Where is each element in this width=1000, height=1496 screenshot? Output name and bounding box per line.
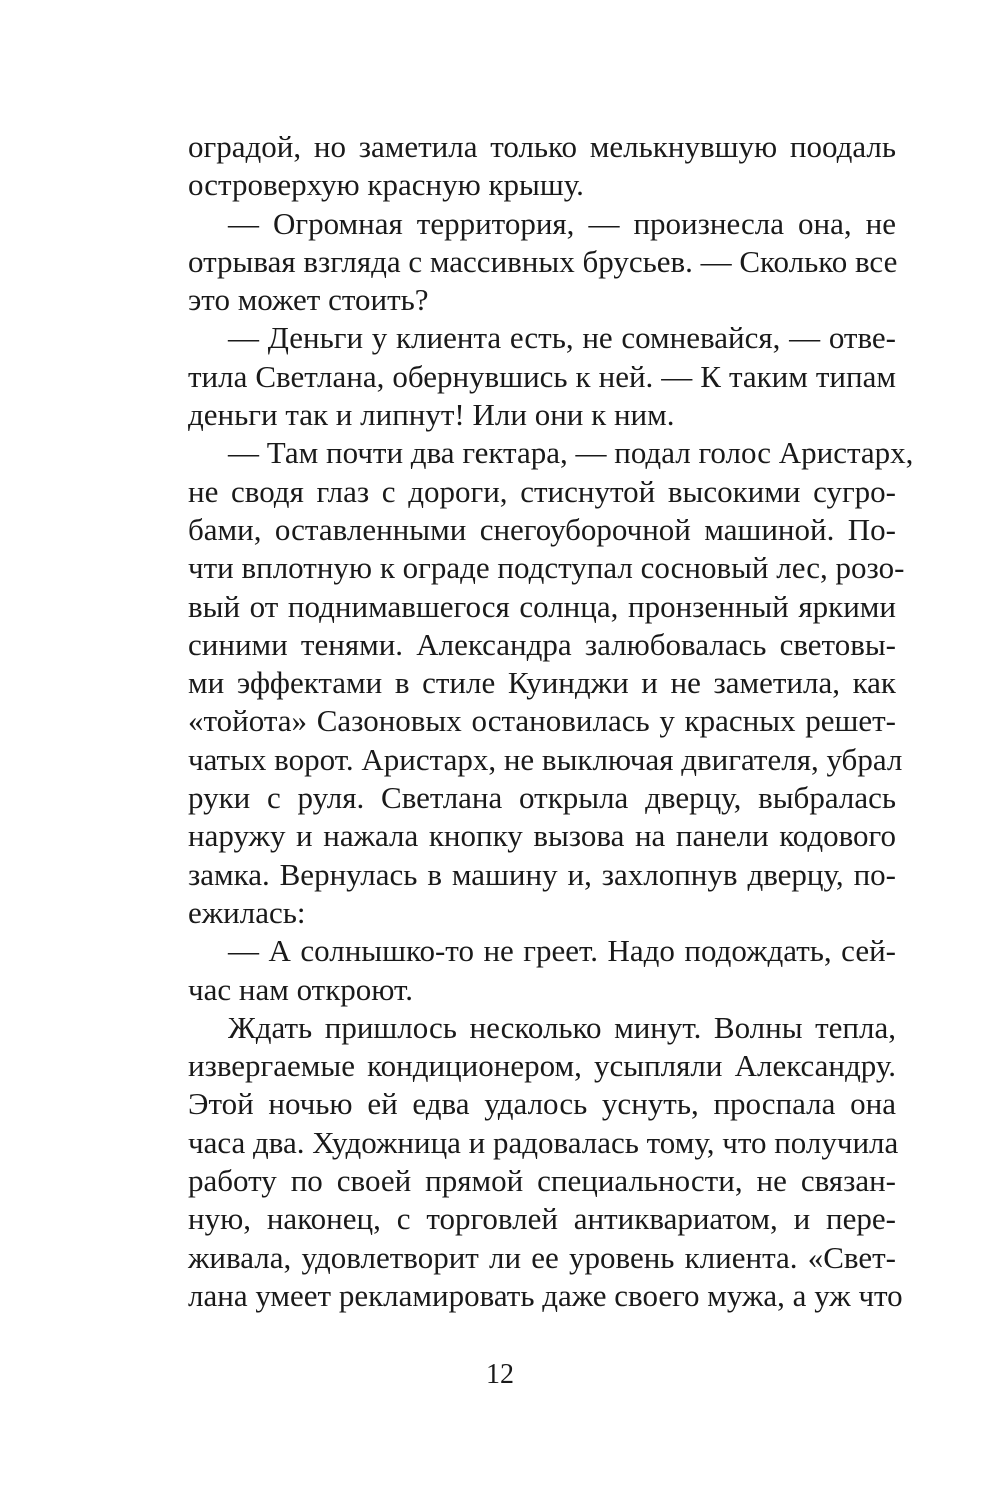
- text-line: ную, наконец, с торговлей антиквариатом, и пере-: [188, 1201, 896, 1237]
- text-line: — Деньги у клиента есть, не сомневайся, — отве-: [228, 320, 896, 356]
- text-line: чти вплотную к ограде подступал сосновый лес, розо-: [188, 550, 905, 586]
- text-line: наружу и нажала кнопку вызова на панели кодового: [188, 818, 896, 854]
- text-line: ежилась:: [188, 894, 306, 930]
- text-line: — А солнышко-то не греет. Надо подождать, сей-: [228, 933, 896, 969]
- text-line: лана умеет рекламировать даже своего мужа, а уж что: [188, 1277, 903, 1313]
- text-line: отрывая взгляда с массивных брусьев. — Сколько все: [188, 243, 898, 279]
- text-line: ми эффектами в стиле Куинджи и не заметила, как: [188, 665, 896, 701]
- text-line: бами, оставленными снегоуборочной машиной. По-: [188, 511, 896, 547]
- text-line: островерхую красную крышу.: [188, 167, 584, 203]
- text-line: замка. Вернулась в машину и, захлопнув дверцу, по-: [188, 856, 896, 892]
- text-line: — Огромная территория, — произнесла она, не: [228, 205, 896, 241]
- text-line: вый от поднимавшегося солнца, пронзенный яркими: [188, 588, 896, 624]
- text-line: часа два. Художница и радовалась тому, что получила: [188, 1124, 899, 1160]
- text-line: тила Светлана, обернувшись к ней. — К таким типам: [188, 358, 896, 394]
- text-line: оградой, но заметила только мелькнувшую поодаль: [188, 129, 896, 164]
- page-number: 12: [486, 1359, 514, 1390]
- text-line: извергаемые кондиционером, усыпляли Александру.: [188, 1048, 896, 1084]
- text-line: деньги так и липнут! Или они к ним.: [188, 397, 675, 433]
- text-line: — Там почти два гектара, — подал голос Аристарх,: [228, 435, 914, 471]
- text-line: чатых ворот. Аристарх, не выключая двигателя, убрал: [188, 741, 903, 777]
- text-line: это может стоить?: [188, 282, 429, 318]
- text-line: живала, удовлетворит ли ее уровень клиента. «Свет-: [188, 1239, 896, 1275]
- text-line: работу по своей прямой специальности, не связан-: [188, 1163, 896, 1199]
- text-line: руки с руля. Светлана открыла дверцу, выбралась: [188, 780, 896, 816]
- body-text: [188, 128, 914, 1315]
- text-line: Ждать пришлось несколько минут. Волны тепла,: [228, 1009, 896, 1045]
- text-line: синими тенями. Александра залюбовалась световы-: [188, 626, 896, 662]
- text-line: Этой ночью ей едва удалось уснуть, проспала она: [188, 1086, 896, 1122]
- text-line: не сводя глаз с дороги, стиснутой высокими сугро-: [188, 473, 896, 509]
- text-line: час нам откроют.: [188, 971, 413, 1007]
- text-line: «тойота» Сазоновых остановилась у красных решет-: [188, 703, 896, 739]
